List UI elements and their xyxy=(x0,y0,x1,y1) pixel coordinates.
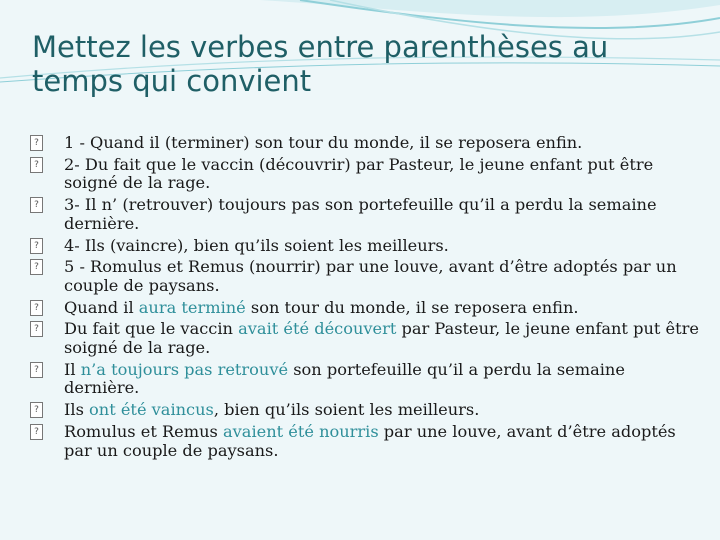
list-item xyxy=(30,258,702,295)
list-item xyxy=(30,156,702,193)
list-item xyxy=(30,361,702,398)
answer-verb: avait été découvert xyxy=(238,319,397,339)
item-text: Romulus et Remus xyxy=(64,422,223,441)
list-item xyxy=(30,196,702,233)
missing-glyph-bullet-icon: ? xyxy=(30,238,43,254)
missing-glyph-bullet-icon: ? xyxy=(30,135,43,151)
missing-glyph-bullet-icon: ? xyxy=(30,157,43,173)
answer-verb: ont été vaincus xyxy=(89,400,214,420)
item-text: Quand il xyxy=(64,297,139,317)
item-text: 1 - Quand il (terminer) son tour du monde, il se reposera enfin. xyxy=(64,133,583,152)
item-text: , bien qu’ils soient les meilleurs. xyxy=(213,400,480,420)
item-text: par Pasteur, le jeune enfant put être soigné de la rage. xyxy=(64,319,699,358)
item-text: 4- Ils (vaincre), bien qu’ils soient les meilleurs. xyxy=(64,235,449,255)
item-text: 5 - Romulus et Remus (nourrir) par une louve, avant d’être adoptés par un couple de paysans. xyxy=(64,257,677,295)
missing-glyph-bullet-icon: ? xyxy=(30,259,43,275)
exercise-list xyxy=(30,134,702,463)
list-item xyxy=(30,134,702,153)
list-item xyxy=(30,423,702,460)
missing-glyph-bullet-icon: ? xyxy=(30,424,43,440)
item-text: son tour du monde, il se reposera enfin. xyxy=(245,297,579,317)
missing-glyph-bullet-icon: ? xyxy=(30,321,43,337)
missing-glyph-bullet-icon: ? xyxy=(30,300,43,316)
item-text: 3- Il n’ (retrouver) toujours pas son portefeuille qu’il a perdu la semaine dernière. xyxy=(64,195,657,233)
answer-verb: n’a toujours pas retrouvé xyxy=(80,359,289,379)
missing-glyph-bullet-icon: ? xyxy=(30,362,43,378)
list-item xyxy=(30,237,702,256)
list-item xyxy=(30,320,702,357)
list-item xyxy=(30,401,702,420)
missing-glyph-bullet-icon: ? xyxy=(30,402,43,418)
item-text: Du fait que le vaccin xyxy=(64,319,239,339)
item-text: son portefeuille qu’il a perdu la semaine dernière. xyxy=(64,359,625,398)
item-text: Ils xyxy=(64,400,90,420)
missing-glyph-bullet-icon: ? xyxy=(30,197,43,213)
item-text: 2- Du fait que le vaccin (découvrir) par Pasteur, le jeune enfant put être soigné de la rage. xyxy=(64,154,654,193)
slide-title: Mettez les verbes entre parenthèses au temps qui convient xyxy=(32,30,609,99)
answer-verb: avaient été nourris xyxy=(223,422,379,441)
answer-verb: aura terminé xyxy=(138,297,246,317)
item-text: Il xyxy=(64,359,81,379)
item-text: par une louve, avant d’être adoptés par un couple de paysans. xyxy=(64,422,676,460)
list-item xyxy=(30,299,702,318)
